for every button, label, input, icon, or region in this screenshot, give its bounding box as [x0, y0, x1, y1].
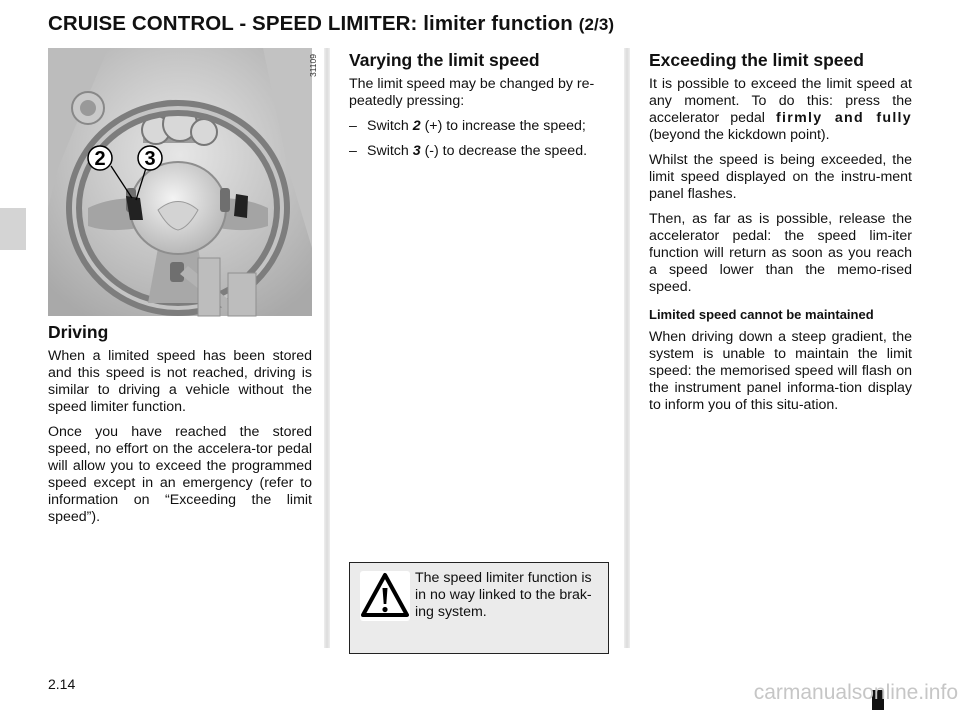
- exceeding-paragraph-4: When driving down a steep gradient, the system is unable to maintain the limit speed: the memorised speed will flash on the instrument panel informa-tion display to inform you of this situ-ation.: [649, 329, 912, 413]
- column-divider-2: [624, 48, 630, 648]
- warning-box: [349, 562, 609, 654]
- list-item: [349, 118, 611, 135]
- list-item-before: Switch: [367, 143, 413, 159]
- exceeding-p1-after: (beyond the kickdown point).: [649, 127, 830, 143]
- exceeding-p1-before: It is possible to exceed the limit speed at any moment. To do this: press the accelerator pedal: [649, 76, 912, 126]
- exceeding-paragraph-1: [649, 76, 912, 144]
- driving-paragraph-1: When a limited speed has been stored and this speed is not reached, driving is similar to driving a vehicle without the speed limiter function.: [48, 348, 312, 415]
- heading-exceeding: Exceeding the limit speed: [649, 50, 864, 70]
- page-number: 2.14: [48, 676, 76, 692]
- switch-3-label: 3: [412, 143, 421, 159]
- list-item: [349, 143, 611, 160]
- list-dash: –: [349, 143, 357, 159]
- warning-triangle-icon: [360, 571, 410, 621]
- figure-code: 31109: [308, 54, 318, 78]
- list-item-text: [367, 118, 586, 135]
- warning-text: The speed limiter function is in no way linked to the brak-ing system.: [415, 570, 592, 620]
- callout-3: [138, 146, 162, 170]
- list-item-text: [367, 143, 587, 160]
- exceeding-paragraph-3: Then, as far as is possible, release the accelerator pedal: the speed lim-iter function will return as soon as you reach a speed lower than the memo-rised speed.: [649, 211, 912, 295]
- steering-wheel-drawing: [48, 48, 312, 316]
- list-item-after: (-) to decrease the speed.: [420, 143, 588, 159]
- callout-2: [88, 146, 112, 170]
- steering-wheel-illustration: [48, 48, 318, 316]
- column-exceeding: [649, 48, 912, 414]
- page-title: [48, 12, 614, 36]
- heading-driving: Driving: [48, 322, 109, 342]
- subheading-limited-speed: Limited speed cannot be maintained: [649, 307, 874, 322]
- list-item-before: Switch: [367, 118, 413, 134]
- watermark: carmanualsonline.info: [753, 681, 958, 704]
- title-main: CRUISE CONTROL - SPEED LIMITER: limiter function: [48, 12, 573, 35]
- switch-2-label: 2: [412, 118, 421, 134]
- callout-3-label: 3: [144, 148, 156, 170]
- varying-intro: The limit speed may be changed by re-peatedly pressing:: [349, 76, 595, 109]
- callout-2-label: 2: [94, 148, 106, 170]
- section-tab: [0, 208, 26, 250]
- column-varying: [349, 48, 611, 160]
- driving-paragraph-2: Once you have reached the stored speed, no effort on the accelera-tor pedal will allow you to exceed the programmed speed except in an emergency (refer to information on “Exceeding the limit speed”).: [48, 424, 312, 525]
- heading-varying: Varying the limit speed: [349, 50, 540, 70]
- exceeding-paragraph-2: Whilst the speed is being exceeded, the limit speed displayed on the instru-ment panel flashes.: [649, 152, 912, 202]
- list-dash: –: [349, 118, 357, 134]
- exceeding-p1-emphasis: firmly and fully: [776, 110, 912, 126]
- column-driving: [48, 48, 318, 526]
- list-item-after: (+) to increase the speed;: [420, 118, 586, 134]
- title-page-indicator: (2/3): [578, 15, 615, 34]
- column-divider-1: [324, 48, 330, 648]
